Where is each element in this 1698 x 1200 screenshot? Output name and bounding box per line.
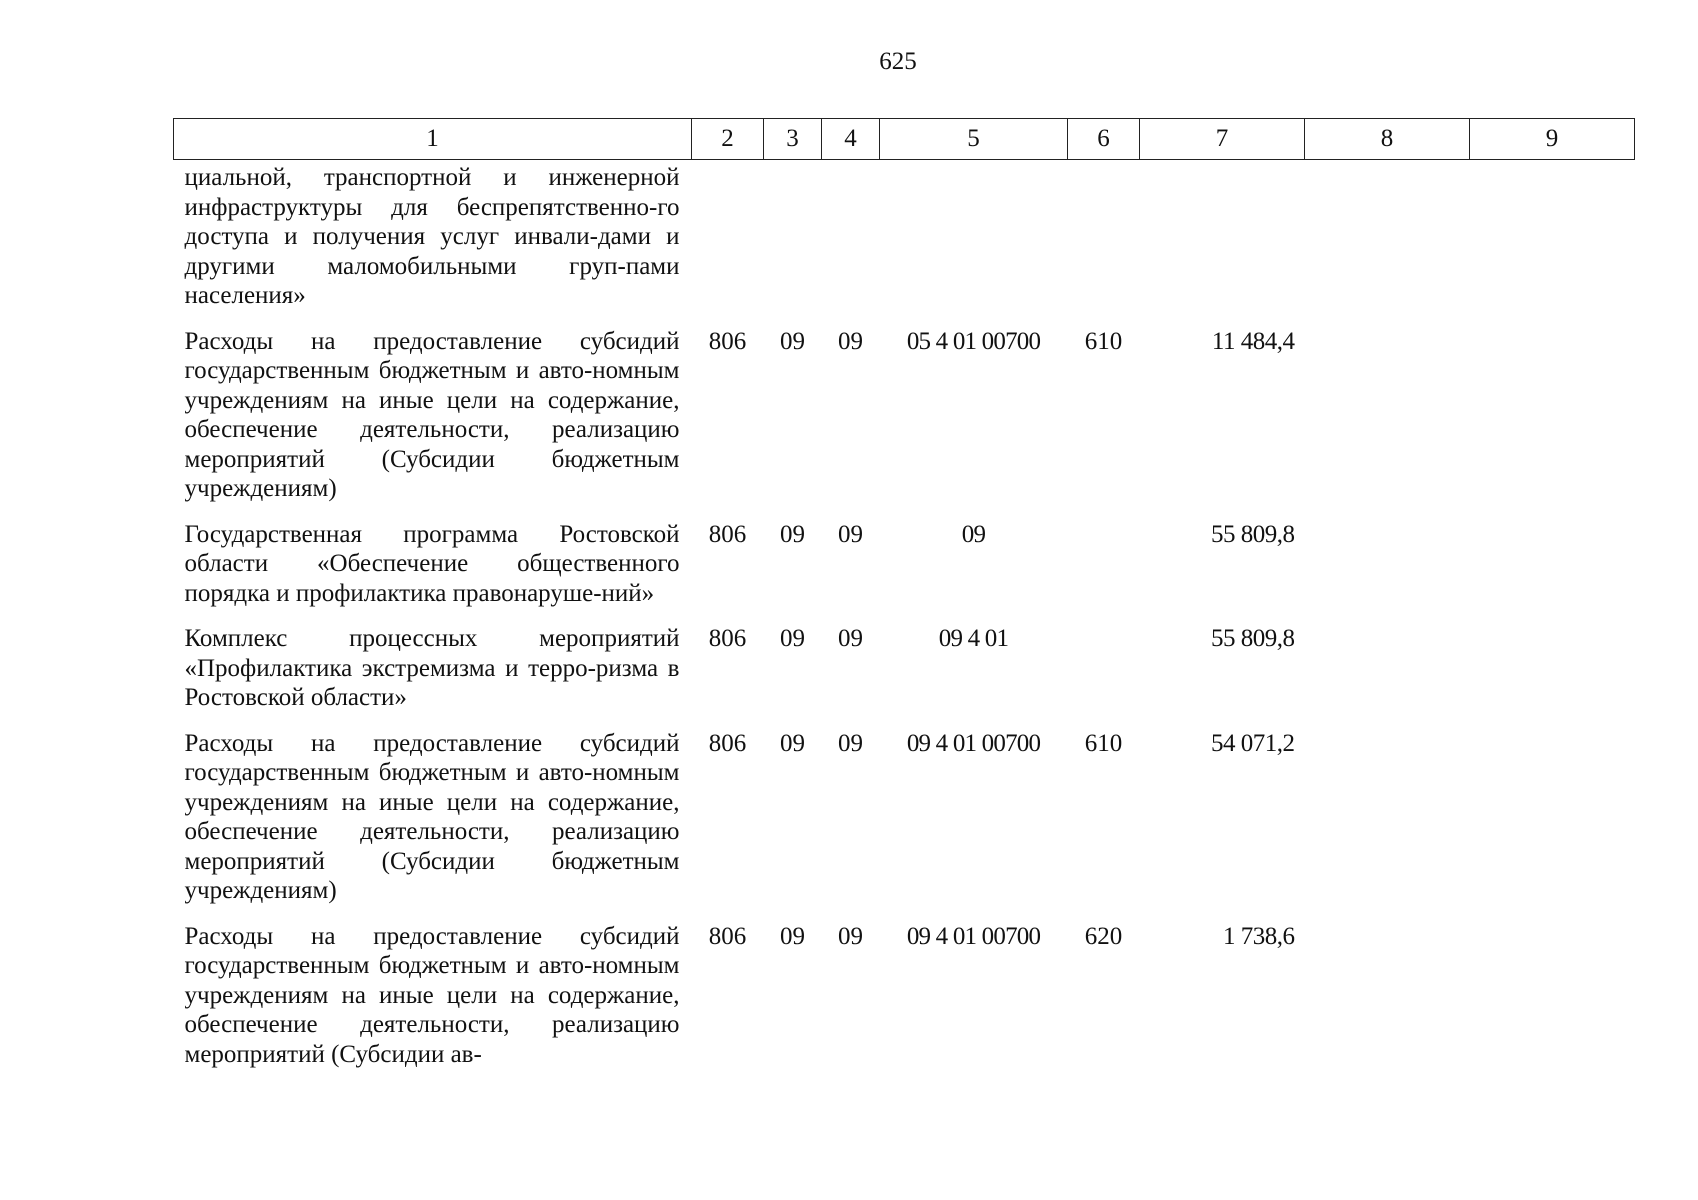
header-col-3: 3 (764, 119, 822, 160)
row-col-3: 09 (780, 327, 805, 355)
row-col-5 (880, 160, 1068, 327)
table-row (174, 624, 1635, 729)
row-col-7 (1140, 160, 1305, 327)
row-col-3: 09 (780, 729, 805, 757)
row-col-2: 806 (708, 520, 747, 548)
row-col-5: 05 4 01 00700 (906, 327, 1041, 355)
row-col-4: 09 (838, 625, 863, 652)
header-col-5: 5 (880, 119, 1068, 160)
row-col-4 (822, 160, 880, 327)
row-col-6: 610 (1084, 327, 1123, 355)
table-row (174, 729, 1635, 922)
table-row (174, 520, 1635, 625)
row-col-6 (1068, 160, 1140, 327)
row-col-2 (692, 160, 764, 327)
row-col-4: 09 (838, 520, 863, 548)
header-col-7: 7 (1140, 119, 1305, 160)
row-name: Расходы на предоставление субсидий государственным бюджетным и авто-номным учреждениям на иные цели на содержание, обеспечение деятельности, реализацию мероприятий (Субсидии бюджетным учреждениям) (184, 327, 680, 502)
row-name: Комплекс процессных мероприятий «Профилактика экстремизма и терро-ризма в Ростовской области» (184, 625, 680, 711)
row-col-2: 806 (708, 327, 747, 355)
row-col-6: 620 (1084, 922, 1123, 950)
column-number-header-row (174, 119, 1635, 160)
header-col-8: 8 (1305, 119, 1470, 160)
row-col-2: 806 (708, 922, 747, 950)
table-row (174, 327, 1635, 520)
row-col-2: 806 (708, 625, 747, 652)
row-col-7: 55 809,8 (1211, 520, 1295, 548)
row-name: Расходы на предоставление субсидий государственным бюджетным и авто-номным учреждениям на иные цели на содержание, обеспечение деятельности, реализацию мероприятий (Субсидии ав- (184, 922, 680, 1068)
header-col-9: 9 (1470, 119, 1635, 160)
header-col-2: 2 (692, 119, 764, 160)
row-col-8 (1305, 729, 1470, 922)
row-col-8 (1305, 327, 1470, 520)
header-col-6: 6 (1068, 119, 1140, 160)
table-row (174, 160, 1635, 327)
header-col-1: 1 (174, 119, 692, 160)
row-col-3: 09 (780, 520, 805, 548)
row-col-7: 54 071,2 (1211, 729, 1295, 757)
row-col-5: 09 4 01 00700 (906, 922, 1041, 950)
row-col-3 (764, 160, 822, 327)
page-number: 625 (879, 48, 917, 75)
budget-table (173, 118, 1635, 1069)
row-col-7: 11 484,4 (1211, 327, 1295, 355)
row-name: Расходы на предоставление субсидий государственным бюджетным и авто-номным учреждениям на иные цели на содержание, обеспечение деятельности, реализацию мероприятий (Субсидии бюджетным учреждениям) (184, 729, 680, 904)
row-col-8 (1305, 520, 1470, 625)
row-col-6: 610 (1084, 729, 1123, 757)
table-row (174, 922, 1635, 1070)
row-col-6 (1068, 624, 1140, 729)
row-name: циальной, транспортной и инженерной инфраструктуры для беспрепятственно-го доступа и получения услуг инвали-дами и другими маломобильными груп-пами населения» (184, 164, 680, 309)
row-col-2: 806 (708, 729, 747, 757)
row-col-5: 09 4 01 (938, 625, 1009, 652)
row-col-4: 09 (838, 729, 863, 757)
row-col-5: 09 4 01 00700 (906, 729, 1041, 757)
row-col-9 (1470, 729, 1635, 922)
row-name: Государственная программа Ростовской области «Обеспечение общественного порядка и профилактика правонаруше-ний» (184, 520, 680, 607)
row-col-7: 1 738,6 (1223, 922, 1295, 950)
header-col-4: 4 (822, 119, 880, 160)
row-col-3: 09 (780, 922, 805, 950)
row-col-4: 09 (838, 327, 863, 355)
row-col-6 (1068, 520, 1140, 625)
row-col-9 (1470, 624, 1635, 729)
row-col-8 (1305, 160, 1470, 327)
row-col-8 (1305, 922, 1470, 1070)
row-col-9 (1470, 160, 1635, 327)
row-col-5: 09 (961, 520, 986, 548)
row-col-7: 55 809,8 (1211, 625, 1295, 652)
row-col-9 (1470, 520, 1635, 625)
row-col-4: 09 (838, 922, 863, 950)
row-col-8 (1305, 624, 1470, 729)
row-col-9 (1470, 922, 1635, 1070)
row-col-3: 09 (780, 625, 805, 652)
row-col-9 (1470, 327, 1635, 520)
